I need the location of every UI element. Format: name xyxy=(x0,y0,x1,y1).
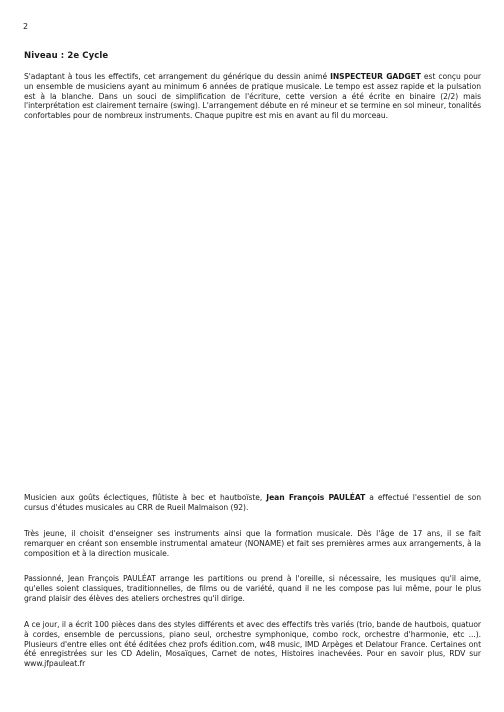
bio-1-text-end: a effectué l'essentiel de son cursus d'études musicales au CRR de Rueil Malmaison (92). xyxy=(24,493,481,512)
bio-paragraph-3: Passionné, Jean François PAULÉAT arrange les partitions ou prend à l'oreille, si nécessaire, les musiques qu'il aime, qu'elles soient classiques, traditionnelles, de films ou de variété, quand il ne les compose pas lui même, pour le plus grand plaisir des élèves des ateliers orchestres qu'il dirige. xyxy=(24,574,481,603)
composer-name: Jean François PAULÉAT xyxy=(266,493,366,502)
intro-text-end: est conçu pour un ensemble de musiciens ayant au minimum 6 années de pratique musicale. Le tempo est assez rapide et la pulsation est à la blanche. Dans un souci de simplification de l'écriture, cette version a été écrite en binaire (2/2) mais l'interprétation est clairement ternaire (swing). L'arrangement débute en ré mineur et se termine en sol mineur, tonalités confortables pour de nombreux instruments. Chaque pupitre est mis en avant au fil du morceau. xyxy=(24,72,481,121)
intro-text-start: S'adaptant à tous les effectifs, cet arrangement du générique du dessin animé xyxy=(24,72,331,81)
bio-1-text-start: Musicien aux goûts éclectiques, flûtiste à bec et hautboïste, xyxy=(24,493,267,502)
intro-paragraph xyxy=(24,72,481,121)
page-number: 2 xyxy=(23,22,29,31)
bio-paragraph-1 xyxy=(24,493,481,513)
piece-title: INSPECTEUR GADGET xyxy=(330,72,421,81)
bio-paragraph-2: Très jeune, il choisit d'enseigner ses instruments ainsi que la formation musicale. Dès l'âge de 17 ans, il se fait remarquer en créant son ensemble instrumental amateur (NONAME) et fait ses premières armes aux arrangements, à la composition et à la direction musicale. xyxy=(24,529,481,558)
bio-paragraph-4: A ce jour, il a écrit 100 pièces dans des styles différents et avec des effectifs très variés (trio, bande de hautbois, quatuor à cordes, ensemble de percussions, piano seul, orchestre symphonique, combo rock, orchestre d'harmonie, etc ...). Plusieurs d'entre elles ont été éditées chez profs édition.com, w48 music, IMD Arpèges et Delatour France. Certaines ont été enregistrées sur les CD Adelin, Mosaïques, Carnet de notes, Histoires inachevées. Pour en savoir plus, RDV sur www.jfpauleat.fr xyxy=(24,620,481,669)
level-heading: Niveau : 2e Cycle xyxy=(24,51,109,61)
